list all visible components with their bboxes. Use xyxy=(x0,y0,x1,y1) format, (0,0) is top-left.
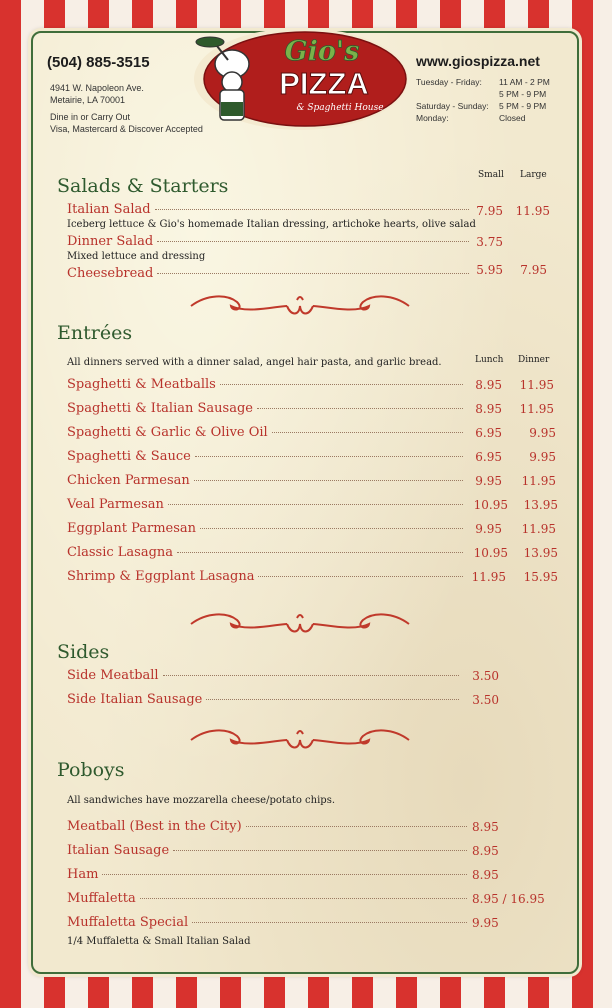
price-small: 5.95 xyxy=(476,263,503,277)
price-dinner: 11.95 xyxy=(521,474,556,488)
price-dinner: 15.95 xyxy=(523,570,558,584)
hours-days-3: Monday: xyxy=(416,113,449,123)
col-head-dinner: Dinner xyxy=(518,355,550,365)
hours-days-1: Tuesday - Friday: xyxy=(416,77,482,87)
menu-item-entree: Chicken Parmesan xyxy=(67,473,467,490)
price-dinner: 13.95 xyxy=(523,546,558,560)
price-dinner: 11.95 xyxy=(519,402,554,416)
service-line-2: Visa, Mastercard & Discover Accepted xyxy=(50,124,203,134)
item-description: 1/4 Muffaletta & Small Italian Salad xyxy=(67,936,251,947)
menu-item-cheesebread: Cheesebread xyxy=(67,266,473,283)
menu-item-entree: Shrimp & Eggplant Lasagna xyxy=(67,569,467,586)
price-lunch: 6.95 xyxy=(475,426,502,440)
price-lunch: 11.95 xyxy=(471,570,506,584)
menu-item-dinner-salad: Dinner Salad xyxy=(67,234,473,251)
price-dinner: 9.95 xyxy=(529,450,556,464)
menu-item-poboy: Ham xyxy=(67,867,471,884)
price-small: 7.95 xyxy=(476,204,503,218)
scroll-divider-icon xyxy=(187,294,413,318)
section-title-entrees: Entrées xyxy=(57,322,133,344)
menu-item-entree: Spaghetti & Sauce xyxy=(67,449,467,466)
menu-item-entree: Spaghetti & Italian Sausage xyxy=(67,401,467,418)
address-line-1: 4941 W. Napoleon Ave. xyxy=(50,83,144,93)
price: 8.95 xyxy=(472,820,499,834)
col-head-lunch: Lunch xyxy=(475,355,504,365)
price-lunch: 8.95 xyxy=(475,402,502,416)
price-lunch: 9.95 xyxy=(475,522,502,536)
poboys-note: All sandwiches have mozzarella cheese/potato chips. xyxy=(67,795,336,806)
scroll-divider-icon xyxy=(187,728,413,752)
price-lunch: 8.95 xyxy=(475,378,502,392)
hours-time-1a: 11 AM - 2 PM xyxy=(499,77,550,87)
price: 3.50 xyxy=(472,693,499,707)
price-lunch: 9.95 xyxy=(475,474,502,488)
price-large: 11.95 xyxy=(515,204,550,218)
menu-item-side: Side Meatball xyxy=(67,668,463,685)
col-head-large: Large xyxy=(520,170,547,180)
price-lunch: 10.95 xyxy=(473,498,508,512)
price: 8.95 xyxy=(472,868,499,882)
menu-item-entree: Spaghetti & Meatballs xyxy=(67,377,467,394)
section-title-poboys: Poboys xyxy=(57,759,125,781)
price-lunch: 6.95 xyxy=(475,450,502,464)
price-dinner: 9.95 xyxy=(529,426,556,440)
section-title-sides: Sides xyxy=(57,641,110,663)
price: 8.95 xyxy=(472,844,499,858)
section-title-salads: Salads & Starters xyxy=(57,175,229,197)
menu-item-entree: Veal Parmesan xyxy=(67,497,467,514)
menu-item-poboy: Muffaletta Special xyxy=(67,915,471,932)
menu-item-poboy: Meatball (Best in the City) xyxy=(67,819,471,836)
svg-text:& Spaghetti House: & Spaghetti House xyxy=(296,103,384,113)
price: 9.95 xyxy=(472,916,499,930)
hours-days-2: Saturday - Sunday: xyxy=(416,101,489,111)
item-description: Iceberg lettuce & Gio's homemade Italian dressing, artichoke hearts, olive salad xyxy=(67,219,476,230)
menu-item-entree: Classic Lasagna xyxy=(67,545,467,562)
menu-item-entree: Eggplant Parmesan xyxy=(67,521,467,538)
menu-item-poboy: Italian Sausage xyxy=(67,843,471,860)
hours-time-1b: 5 PM - 9 PM xyxy=(499,89,547,99)
website-link[interactable]: www.giospizza.net xyxy=(416,53,540,69)
item-description: Mixed lettuce and dressing xyxy=(67,251,206,262)
service-line-1: Dine in or Carry Out xyxy=(50,112,131,122)
price: 3.50 xyxy=(472,669,499,683)
menu-item-entree: Spaghetti & Garlic & Olive Oil xyxy=(67,425,467,442)
price-dinner: 11.95 xyxy=(519,378,554,392)
col-head-small: Small xyxy=(478,170,504,180)
price-dinner: 13.95 xyxy=(523,498,558,512)
svg-text:Gio's: Gio's xyxy=(284,36,360,67)
price-lunch: 10.95 xyxy=(473,546,508,560)
hours-time-3: Closed xyxy=(499,113,526,123)
svg-text:PIZZA: PIZZA xyxy=(279,66,369,101)
hours-time-2: 5 PM - 9 PM xyxy=(499,101,547,111)
address-line-2: Metairie, LA 70001 xyxy=(50,95,126,105)
menu-item-side: Side Italian Sausage xyxy=(67,692,463,709)
menu-item-italian-salad: Italian Salad xyxy=(67,202,473,219)
phone-number: (504) 885-3515 xyxy=(47,54,150,71)
entrees-note: All dinners served with a dinner salad, angel hair pasta, and garlic bread. xyxy=(67,357,442,368)
price-small: 3.75 xyxy=(476,235,503,249)
scroll-divider-icon xyxy=(187,612,413,636)
price-large: 7.95 xyxy=(520,263,547,277)
price: 8.95 / 16.95 xyxy=(472,892,545,906)
price-dinner: 11.95 xyxy=(521,522,556,536)
gios-pizza-logo xyxy=(192,24,410,132)
menu-item-poboy: Muffaletta xyxy=(67,891,471,908)
